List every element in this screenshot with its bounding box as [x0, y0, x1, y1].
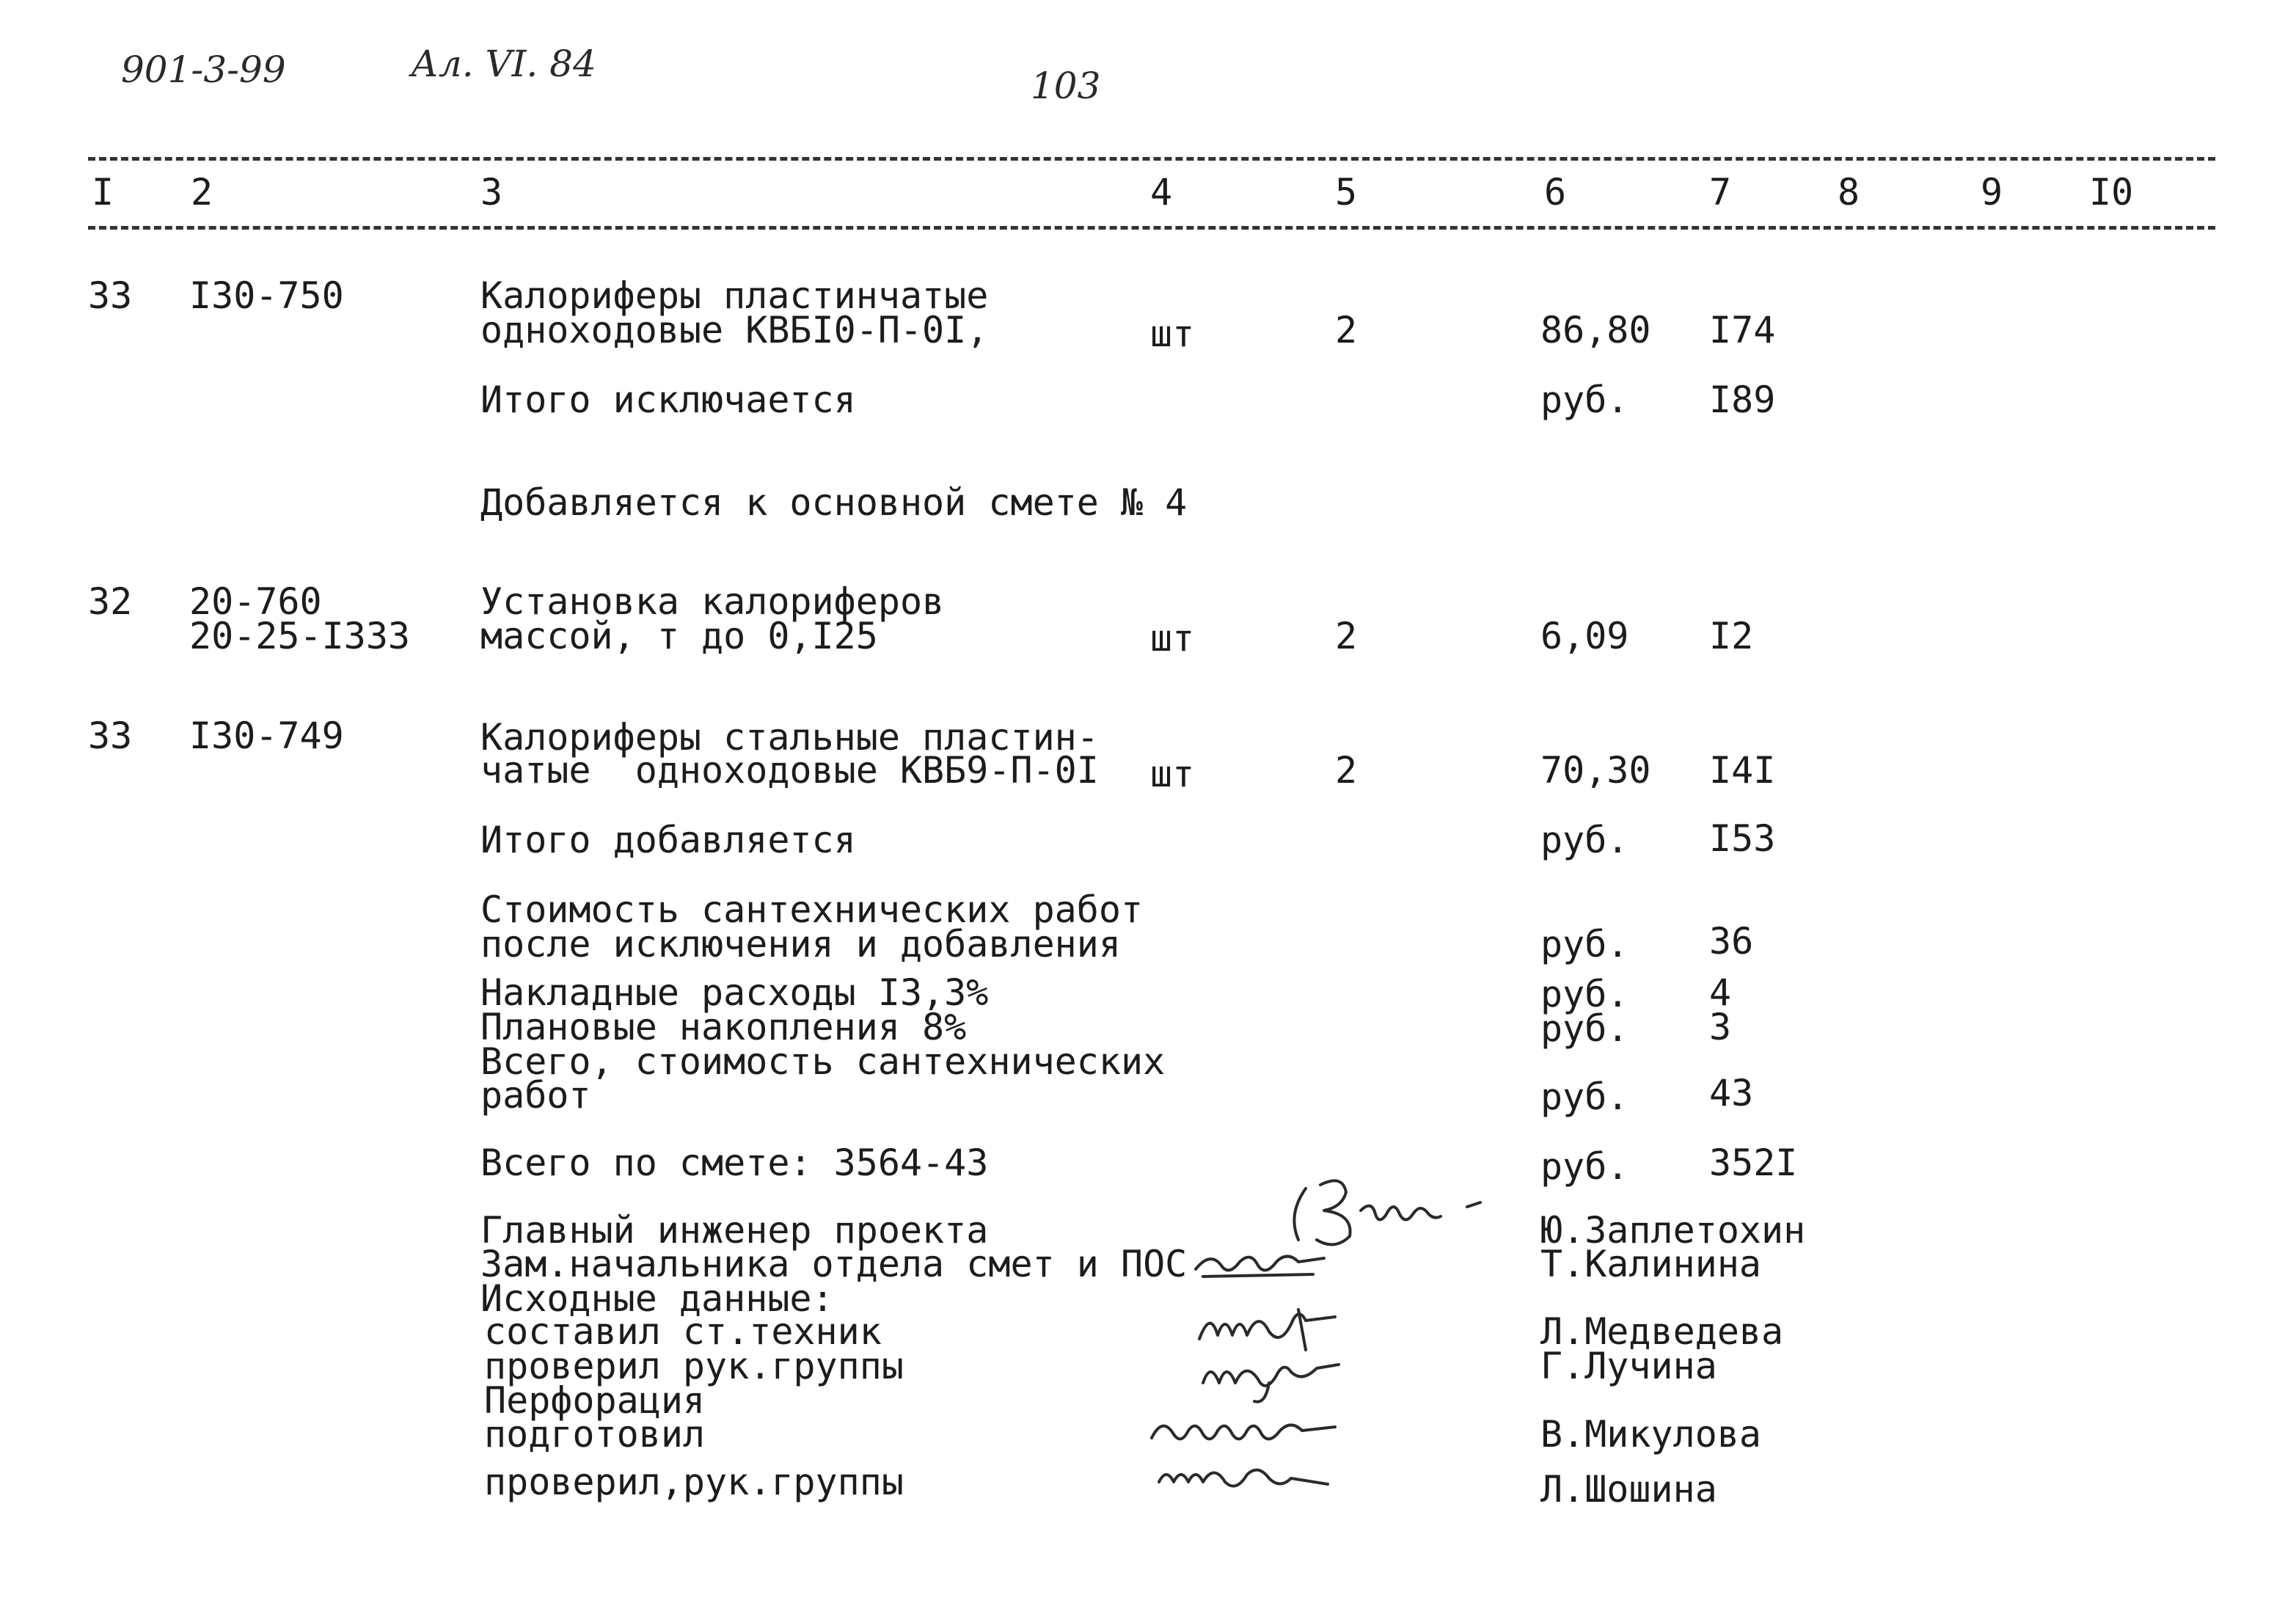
- column-header-5: 5: [1335, 171, 1358, 213]
- subtotal-value: I89: [1709, 379, 1776, 421]
- row-total: I74: [1709, 309, 1776, 351]
- row-number: 33: [88, 274, 133, 317]
- signature-name: Ю.Заплетохин: [1540, 1209, 1806, 1252]
- summary-unit: руб.: [1540, 1007, 1629, 1050]
- subtotal-label: Итого добавляется: [480, 819, 856, 861]
- row-description: Установка калориферов: [480, 580, 945, 623]
- row-total: I4I: [1709, 749, 1776, 792]
- grand-total-label: Всего по смете: 3564-43: [480, 1142, 989, 1184]
- signature-checked: [1152, 1456, 1342, 1500]
- signature-role: Перфорация: [484, 1379, 706, 1422]
- grand-total-unit: руб.: [1540, 1145, 1629, 1188]
- album-number: Ал. VI. 84: [411, 43, 596, 85]
- summary-value: 43: [1709, 1072, 1754, 1114]
- summary-value: 4: [1709, 971, 1732, 1014]
- row-code: 20-25-I333: [189, 615, 411, 657]
- signature-role: подготовил: [484, 1413, 706, 1456]
- row-description: чатые одноходовые КВБ9-П-0I: [480, 749, 1099, 792]
- summary-unit: руб.: [1540, 1076, 1629, 1118]
- row-unit: шт: [1150, 753, 1195, 795]
- signature-role: Зам.начальника отдела смет и ПОС: [480, 1243, 1188, 1285]
- grand-total-value: 352I: [1709, 1142, 1798, 1184]
- signature-group-head: [1188, 1343, 1350, 1409]
- signature-role: Исходные данные:: [480, 1277, 834, 1320]
- subtotal-value: I53: [1709, 817, 1776, 860]
- column-header-3: 3: [480, 171, 503, 213]
- row-quantity: 2: [1335, 749, 1358, 792]
- signature-name: Г.Лучина: [1540, 1345, 1717, 1387]
- signature-name: Т.Калинина: [1540, 1243, 1762, 1285]
- row-code: I30-750: [189, 274, 344, 317]
- section-heading: Добавляется к основной смете № 4: [480, 481, 1188, 524]
- row-quantity: 2: [1335, 309, 1358, 351]
- column-header-4: 4: [1150, 171, 1173, 213]
- signature-deputy-head: [1188, 1236, 1335, 1288]
- summary-label: работ: [480, 1074, 591, 1117]
- row-price: 6,09: [1540, 615, 1629, 657]
- row-number: 32: [88, 580, 133, 623]
- signature-name: В.Микулова: [1540, 1413, 1762, 1456]
- subtotal-unit: руб.: [1540, 819, 1629, 861]
- row-number: 33: [88, 715, 133, 757]
- signature-role: проверил рук.группы: [484, 1345, 904, 1387]
- signature-role: проверил,рук.группы: [484, 1461, 904, 1503]
- signature-name: Л.Шошина: [1540, 1468, 1717, 1511]
- row-code: I30-749: [189, 715, 344, 757]
- row-code: 20-760: [189, 580, 322, 623]
- row-description: одноходовые КВБI0-П-0I,: [480, 309, 989, 351]
- column-header-8: 8: [1838, 171, 1860, 213]
- summary-label: Накладные расходы I3,3%: [480, 971, 989, 1014]
- signature-role: составил ст.техник: [484, 1310, 882, 1353]
- row-price: 70,30: [1540, 749, 1651, 792]
- header-rule-bottom: [88, 226, 2215, 230]
- row-quantity: 2: [1335, 615, 1358, 657]
- signature-role: Главный инженер проекта: [480, 1209, 989, 1252]
- row-unit: шт: [1150, 617, 1195, 660]
- summary-label: после исключения и добавления: [480, 923, 1121, 965]
- row-description: массой, т до 0,I25: [480, 615, 878, 657]
- row-total: I2: [1709, 615, 1754, 657]
- column-header-7: 7: [1709, 171, 1732, 213]
- summary-label: Всего, стоимость сантехнических: [480, 1040, 1166, 1083]
- column-header-1: I: [92, 171, 114, 213]
- header-rule-top: [88, 157, 2215, 161]
- summary-value: 3: [1709, 1006, 1732, 1048]
- summary-unit: руб.: [1540, 973, 1629, 1015]
- doc-code: 901-3-99: [121, 48, 286, 91]
- column-header-9: 9: [1981, 171, 2003, 213]
- signature-prepared: [1144, 1409, 1350, 1453]
- summary-unit: руб.: [1540, 923, 1629, 965]
- row-description: Калориферы стальные пластин-: [480, 716, 1099, 759]
- row-price: 86,80: [1540, 309, 1651, 351]
- summary-value: 36: [1709, 920, 1754, 963]
- subtotal-unit: руб.: [1540, 379, 1629, 421]
- subtotal-label: Итого исключается: [480, 379, 856, 421]
- column-header-6: 6: [1544, 171, 1567, 213]
- page-number: 103: [1031, 65, 1101, 107]
- column-header-2: 2: [191, 171, 213, 213]
- signature-name: Л.Медведева: [1540, 1310, 1784, 1353]
- row-unit: шт: [1150, 313, 1195, 355]
- summary-label: Плановые накопления 8%: [480, 1006, 967, 1048]
- summary-label: Стоимость сантехнических работ: [480, 888, 1144, 931]
- column-header-10: I0: [2089, 171, 2134, 213]
- row-description: Калориферы пластинчатые: [480, 274, 989, 317]
